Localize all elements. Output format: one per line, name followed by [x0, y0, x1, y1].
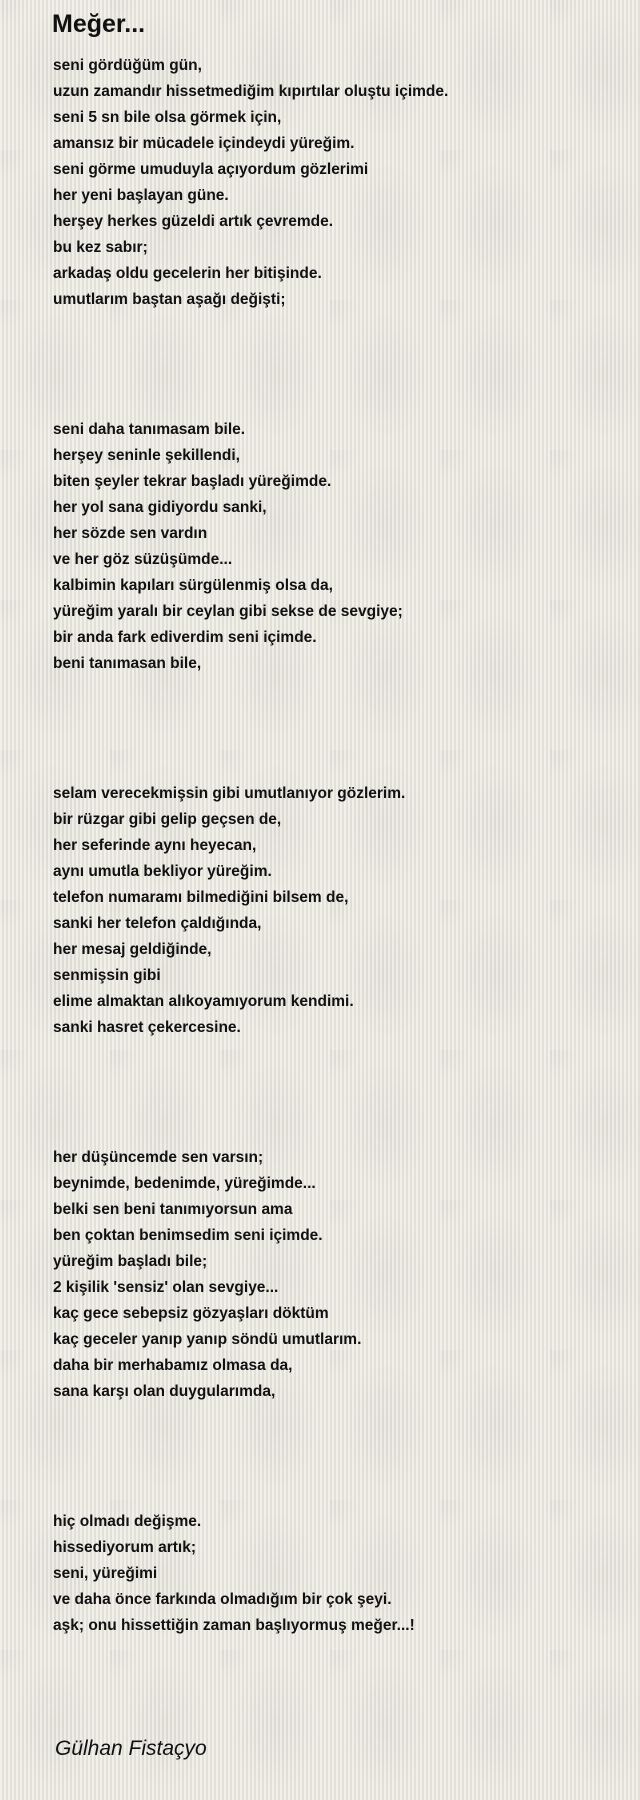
- poem-line: her düşüncemde sen varsın;: [53, 1149, 264, 1166]
- poem-line: her seferinde aynı heyecan,: [53, 837, 257, 854]
- poem-line: amansız bir mücadele içindeydi yüreğim.: [53, 135, 355, 152]
- poem-line: seni gördüğüm gün,: [53, 57, 202, 74]
- poem-stanza: [53, 1145, 613, 1405]
- poem-line: beni tanımasan bile,: [53, 655, 202, 672]
- poem-line: aynı umutla bekliyor yüreğim.: [53, 863, 272, 880]
- poem-line: hiç olmadı değişme.: [53, 1513, 202, 1530]
- poem-line: sanki hasret çekercesine.: [53, 1019, 241, 1036]
- poem-line: telefon numaramı bilmediğini bilsem de,: [53, 889, 349, 906]
- poem-line: seni, yüreğimi: [53, 1565, 158, 1582]
- poem-body: [53, 53, 613, 1743]
- poem-line: belki sen beni tanımıyorsun ama: [53, 1201, 293, 1218]
- poem-stanza: [53, 417, 613, 677]
- poem-stanza: [53, 1509, 613, 1639]
- poem-line: beynimde, bedenimde, yüreğimde...: [53, 1175, 316, 1192]
- poem-line: seni görme umuduyla açıyordum gözlerimi: [53, 161, 369, 178]
- poem-line: biten şeyler tekrar başladı yüreğimde.: [53, 473, 332, 490]
- poem-author: Gülhan Fistaçyo: [55, 1737, 207, 1760]
- poem-line: bir anda fark ediverdim seni içimde.: [53, 629, 317, 646]
- poem-line: herşey seninle şekillendi,: [53, 447, 240, 464]
- poem-line: seni 5 sn bile olsa görmek için,: [53, 109, 282, 126]
- poem-line: kaç gece sebepsiz gözyaşları döktüm: [53, 1305, 329, 1322]
- poem-line: umutlarım baştan aşağı değişti;: [53, 291, 286, 308]
- poem-line: senmişsin gibi: [53, 967, 161, 984]
- poem-line: selam verecekmişsin gibi umutlanıyor gözlerim.: [53, 785, 406, 802]
- poem-line: her mesaj geldiğinde,: [53, 941, 212, 958]
- poem-line: her yeni başlayan güne.: [53, 187, 229, 204]
- poem-stanza: [53, 53, 613, 313]
- poem-line: hissediyorum artık;: [53, 1539, 196, 1556]
- poem-line: arkadaş oldu gecelerin her bitişinde.: [53, 265, 322, 282]
- poem-stanza: [53, 781, 613, 1041]
- poem-line: ben çoktan benimsedim seni içimde.: [53, 1227, 323, 1244]
- poem-line: her yol sana gidiyordu sanki,: [53, 499, 267, 516]
- poem-line: ve her göz süzüşümde...: [53, 551, 233, 568]
- poem-line: sana karşı olan duygularımda,: [53, 1383, 276, 1400]
- poem-line: bir rüzgar gibi gelip geçsen de,: [53, 811, 282, 828]
- poem-line: ve daha önce farkında olmadığım bir çok şeyi.: [53, 1591, 392, 1608]
- poem-line: uzun zamandır hissetmediğim kıpırtılar oluştu içimde.: [53, 83, 449, 100]
- poem-line: her sözde sen vardın: [53, 525, 208, 542]
- poem-line: seni daha tanımasam bile.: [53, 421, 246, 438]
- poem-line: herşey herkes güzeldi artık çevremde.: [53, 213, 334, 230]
- poem-line: bu kez sabır;: [53, 239, 148, 256]
- poem-line: sanki her telefon çaldığında,: [53, 915, 262, 932]
- poem-line: 2 kişilik 'sensiz' olan sevgiye...: [53, 1279, 279, 1296]
- poem-line: kaç geceler yanıp yanıp söndü umutlarım.: [53, 1331, 362, 1348]
- poem-title: Meğer...: [52, 10, 146, 38]
- poem-line: aşk; onu hissettiğin zaman başlıyormuş meğer...!: [53, 1617, 415, 1634]
- poem-line: yüreğim yaralı bir ceylan gibi sekse de sevgiye;: [53, 603, 403, 620]
- poem-line: yüreğim başladı bile;: [53, 1253, 208, 1270]
- poem-line: daha bir merhabamız olmasa da,: [53, 1357, 293, 1374]
- poem-line: elime almaktan alıkoyamıyorum kendimi.: [53, 993, 354, 1010]
- poem-line: kalbimin kapıları sürgülenmiş olsa da,: [53, 577, 333, 594]
